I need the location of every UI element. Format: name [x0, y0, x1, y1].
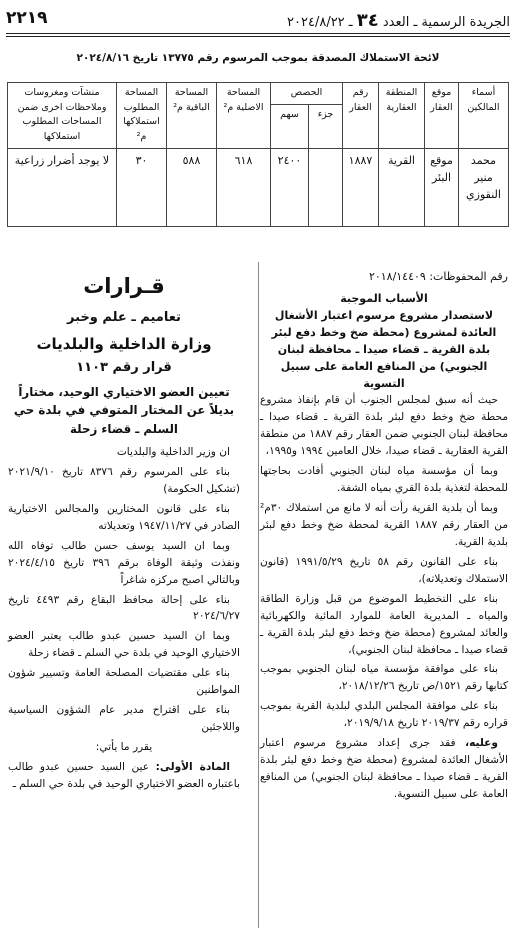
header-owners: أسماء المالكين	[459, 83, 509, 149]
cell-number: ١٨٨٧	[343, 148, 379, 226]
article-label: المادة الأولى:	[155, 760, 230, 773]
header-share-units: سهم	[271, 104, 309, 148]
header-notes: منشآت ومغروسات وملاحظات اخرى ضمن المساحات المطلوب استملاكها	[8, 83, 117, 149]
decision-paragraph: بناء على قانون المختارين والمجالس الاختيارية الصادر في ١٩٤٧/١١/٢٧ وتعديلاته	[8, 502, 240, 532]
header-shares: الحصص	[271, 83, 343, 105]
decides-line: يقرر ما يأتي:	[95, 741, 153, 754]
table-row	[8, 148, 509, 226]
reasons-title: لاستصدار مشروع مرسوم اعتبار الأشغال العائدة لمشروع (محطة ضخ وخط دفع لبئر بلدة القرية ـ قضاء صيدا ـ محافظة لبنان الجنوبي) من المنافع العامة على سبيل التسوية	[271, 309, 497, 391]
column-divider	[258, 262, 259, 928]
reasons-paragraph: وبما أن بلدية القرية رأت أنه لا مانع من استملاك ٣٠م² من العقار رقم ١٨٨٧ القرية لمحطة ضخ وخط دفع لبئر بلدية القرية.	[260, 502, 508, 548]
decision-title: تعيين العضو الاختياري الوحيد، مختاراً بديلاً عن المختار المتوفي في بلدة حي السلم ـ قضاء زحلة	[13, 385, 235, 436]
issue-date: ـ ٢٠٢٤/٨/٢٢	[287, 15, 353, 30]
header-original-area: المساحة الاصلية م²	[217, 83, 271, 149]
section-subtitle: تعاميم ـ علم وخبر	[67, 309, 181, 325]
cell-original-area: ٦١٨	[217, 148, 271, 226]
cell-required-area: ٣٠	[117, 148, 167, 226]
cell-remaining-area: ٥٨٨	[167, 148, 217, 226]
archive-reference: رقم المحفوظات: ٢٠١٨/١٤٤٠٩	[368, 270, 508, 283]
expropriation-table	[7, 82, 509, 227]
header-area: المنطقة العقارية	[379, 83, 425, 149]
header-share-part: جزء	[309, 104, 343, 148]
cell-location: موقع البئر	[425, 148, 459, 226]
decision-paragraph: بناء على إحالة محافظ البقاع رقم ٤٤٩٣ تاريخ ٢٠٢٤/٦/٢٧	[8, 593, 240, 623]
decision-paragraph: بناء على المرسوم رقم ٨٣٧٦ تاريخ ٢٠٢١/٩/١٠ (تشكيل الحكومة)	[8, 465, 240, 495]
cell-share-part	[309, 148, 343, 226]
article-text: عين السيد حسين عبدو طالب باعتباره العضو الاختياري الوحيد في بلدة حي السلم ـ	[8, 760, 240, 790]
decision-paragraph: بناء على مقتضيات المصلحة العامة وتسيير شؤون المواطنين	[8, 667, 240, 697]
conclusion-text: فقد جرى إعداد مشروع مرسوم اعتبار الأشغال العائدة لمشروع (محطة ضخ وخط دفع لبئر بلدة القرية ـ قضاء صيدا ـ محافظة لبنان الجنوبي) من المنافع العامة على سبيل التسوية.	[260, 737, 508, 801]
decision-paragraph: وبما ان السيد حسين عبدو طالب يعتبر العضو الاختياري الوحيد في بلدة حي السلم ـ قضاء زحلة	[8, 630, 240, 660]
header-location: موقع العقار	[425, 83, 459, 149]
reasons-paragraph: بناء على موافقة مؤسسة مياه لبنان الجنوبي بموجب كتابها رقم ١٥٢١/ص تاريخ ٢٠١٨/١٢/٢٦،	[260, 663, 508, 693]
decision-paragraph: وبما ان السيد يوسف حسن طالب توفاه الله ونفذت وثيقة الوفاة برقم ٣٩٦ تاريخ ٢٠٢٤/٤/١٥ وبالتالي اصبح مركزه شاغراً	[8, 539, 240, 586]
gazette-heading	[287, 10, 510, 31]
header-remaining-area: المساحة الباقية م²	[167, 83, 217, 149]
header-rule	[6, 33, 510, 34]
decision-paragraph: بناء على اقتراح مدير عام الشؤون السياسية واللاجئين	[8, 704, 240, 734]
gazette-name: الجريدة الرسمية ـ العدد	[382, 15, 510, 30]
page-header	[6, 8, 510, 30]
reasons-paragraph: حيث أنه سبق لمجلس الجنوب أن قام بإنفاذ مشروع محطة ضخ وخط دفع لبئر بلدة القرية ـ قضاء صيدا ـ محافظة لبنان الجنوبي ضمن العقار رقم ١٨٨٧ من منطقة القرية العقارية ـ قضاء صيدا، خلال العامين ١٩٩٤ و١٩٩٥،	[260, 394, 508, 458]
header-required-area: المساحة المطلوب استملاكها م²	[117, 83, 167, 149]
cell-area: القرية	[379, 148, 425, 226]
reasons-heading: الأسباب الموجبة	[340, 291, 428, 305]
reasons-column	[260, 268, 508, 928]
decisions-column	[8, 268, 240, 928]
decision-paragraph: ان وزير الداخلية والبلديات	[116, 446, 230, 459]
reasons-paragraph: بناء على القانون رقم ٥٨ تاريخ ١٩٩١/٥/٢٩ (قانون الاستملاك وتعديلاته)،	[260, 555, 508, 585]
cell-share-units: ٢٤٠٠	[271, 148, 309, 226]
reasons-paragraph: بناء على التخطيط الموضوع من قبل وزارة الطاقة والمياه ـ المديرية العامة للموارد المائية والكهربائية والعائد لمشروع (محطة ضخ وخط دفع لبئر بلدة القرية ـ قضاء صيدا ـ محافظة لبنان الجنوبي)،	[260, 592, 508, 656]
article-one	[8, 759, 240, 793]
header-number: رقم العقار	[343, 83, 379, 149]
page-number: ٢٢١٩	[6, 8, 48, 28]
issue-number: ٣٤	[356, 10, 379, 31]
decision-number: قرار رقم ١١٠٣	[76, 360, 172, 376]
header-rule-thin	[6, 36, 510, 37]
section-title: قـرارات	[83, 274, 165, 298]
cell-owners: محمد منير النقوزي	[459, 148, 509, 226]
reasons-conclusion	[260, 735, 508, 803]
cell-notes: لا يوجد أضرار زراعية	[8, 148, 117, 226]
table-title: لائحة الاستملاك المصدقة بموجب المرسوم رقم ١٣٧٧٥ تاريخ ٢٠٢٤/٨/١٦	[76, 52, 440, 64]
reasons-paragraph: وبما أن مؤسسة مياه لبنان الجنوبي أفادت بحاجتها للمحطة لتغذية بلدة القري بمياه الشفة.	[260, 465, 508, 495]
ministry-name: وزارة الداخلية والبلديات	[36, 335, 212, 354]
conclusion-label: وعليه،	[465, 737, 498, 750]
reasons-paragraph: بناء على موافقة المجلس البلدي لبلدية القرية بموجب قراره رقم ٢٠١٩/٣٧ تاريخ ٢٠١٩/٩/١٨،	[260, 700, 508, 730]
